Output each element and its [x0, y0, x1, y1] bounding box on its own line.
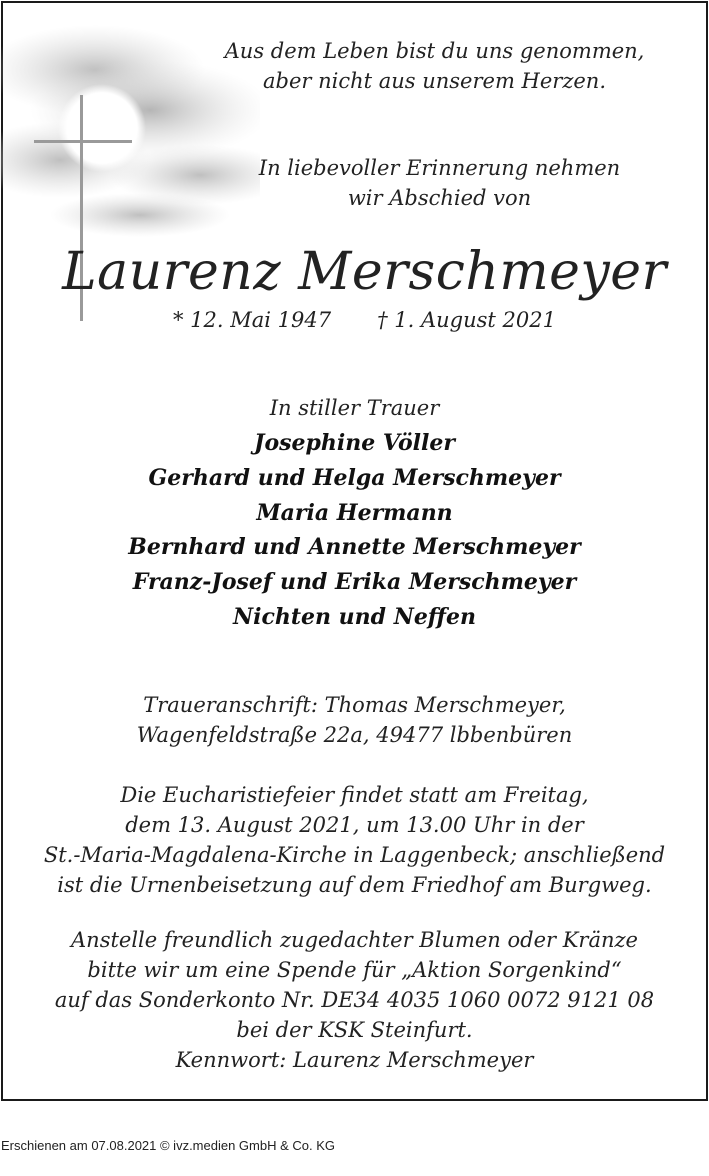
service-line: Die Eucharistiefeier findet statt am Freitag, [120, 783, 589, 807]
motto-line: Aus dem Leben bist du uns genommen, [224, 39, 645, 63]
address-line: Traueranschrift: Thomas Merschmeyer, [143, 693, 566, 717]
service-info [0, 780, 709, 900]
mourners-list [0, 426, 709, 635]
donation-line: auf das Sonderkonto Nr. DE34 4035 1060 0072 9121 08 [54, 988, 655, 1012]
motto-line: aber nicht aus unserem Herzen. [262, 69, 607, 93]
service-line: dem 13. August 2021, um 13.00 Uhr in der [125, 813, 584, 837]
death-date: † 1. August 2021 [377, 308, 556, 332]
donation-line: bei der KSK Steinfurt. [236, 1018, 473, 1042]
intro-line: In liebevoller Erinnerung nehmen [258, 156, 621, 180]
service-line: ist die Urnenbeisetzung auf dem Friedhof am Burgweg. [57, 873, 652, 897]
mourning-heading: In stiller Trauer [269, 396, 440, 420]
mourner: Nichten und Neffen [233, 603, 476, 630]
life-dates [10, 305, 709, 335]
publication-footer: Erschienen am 07.08.2021 © ivz.medien GmbH & Co. KG [1, 1138, 336, 1153]
mourning-address [0, 690, 709, 750]
service-line: St.-Maria-Magdalena-Kirche in Laggenbeck; anschließend [43, 843, 666, 867]
birth-date: * 12. Mai 1947 [173, 308, 332, 332]
address-line: Wagenfeldstraße 22a, 49477 lbbenbüren [136, 723, 573, 747]
mourner: Franz-Josef und Erika Merschmeyer [132, 569, 577, 596]
motto [80, 36, 709, 96]
mourner: Josephine Völler [254, 430, 455, 456]
mourner: Bernhard und Annette Merschmeyer [128, 534, 581, 561]
deceased-name: Laurenz Merschmeyer [62, 242, 667, 302]
donation-line: bitte wir um eine Spende für „Aktion Sorgenkind“ [87, 958, 622, 982]
donation-info [0, 925, 709, 1075]
intro-line: wir Abschied von [347, 186, 532, 210]
donation-line: Kennwort: Laurenz Merschmeyer [175, 1048, 534, 1072]
donation-line: Anstelle freundlich zugedachter Blumen oder Kränze [71, 928, 638, 952]
mourner: Maria Hermann [256, 499, 453, 526]
intro [85, 153, 709, 213]
mourner: Gerhard und Helga Merschmeyer [148, 464, 561, 491]
